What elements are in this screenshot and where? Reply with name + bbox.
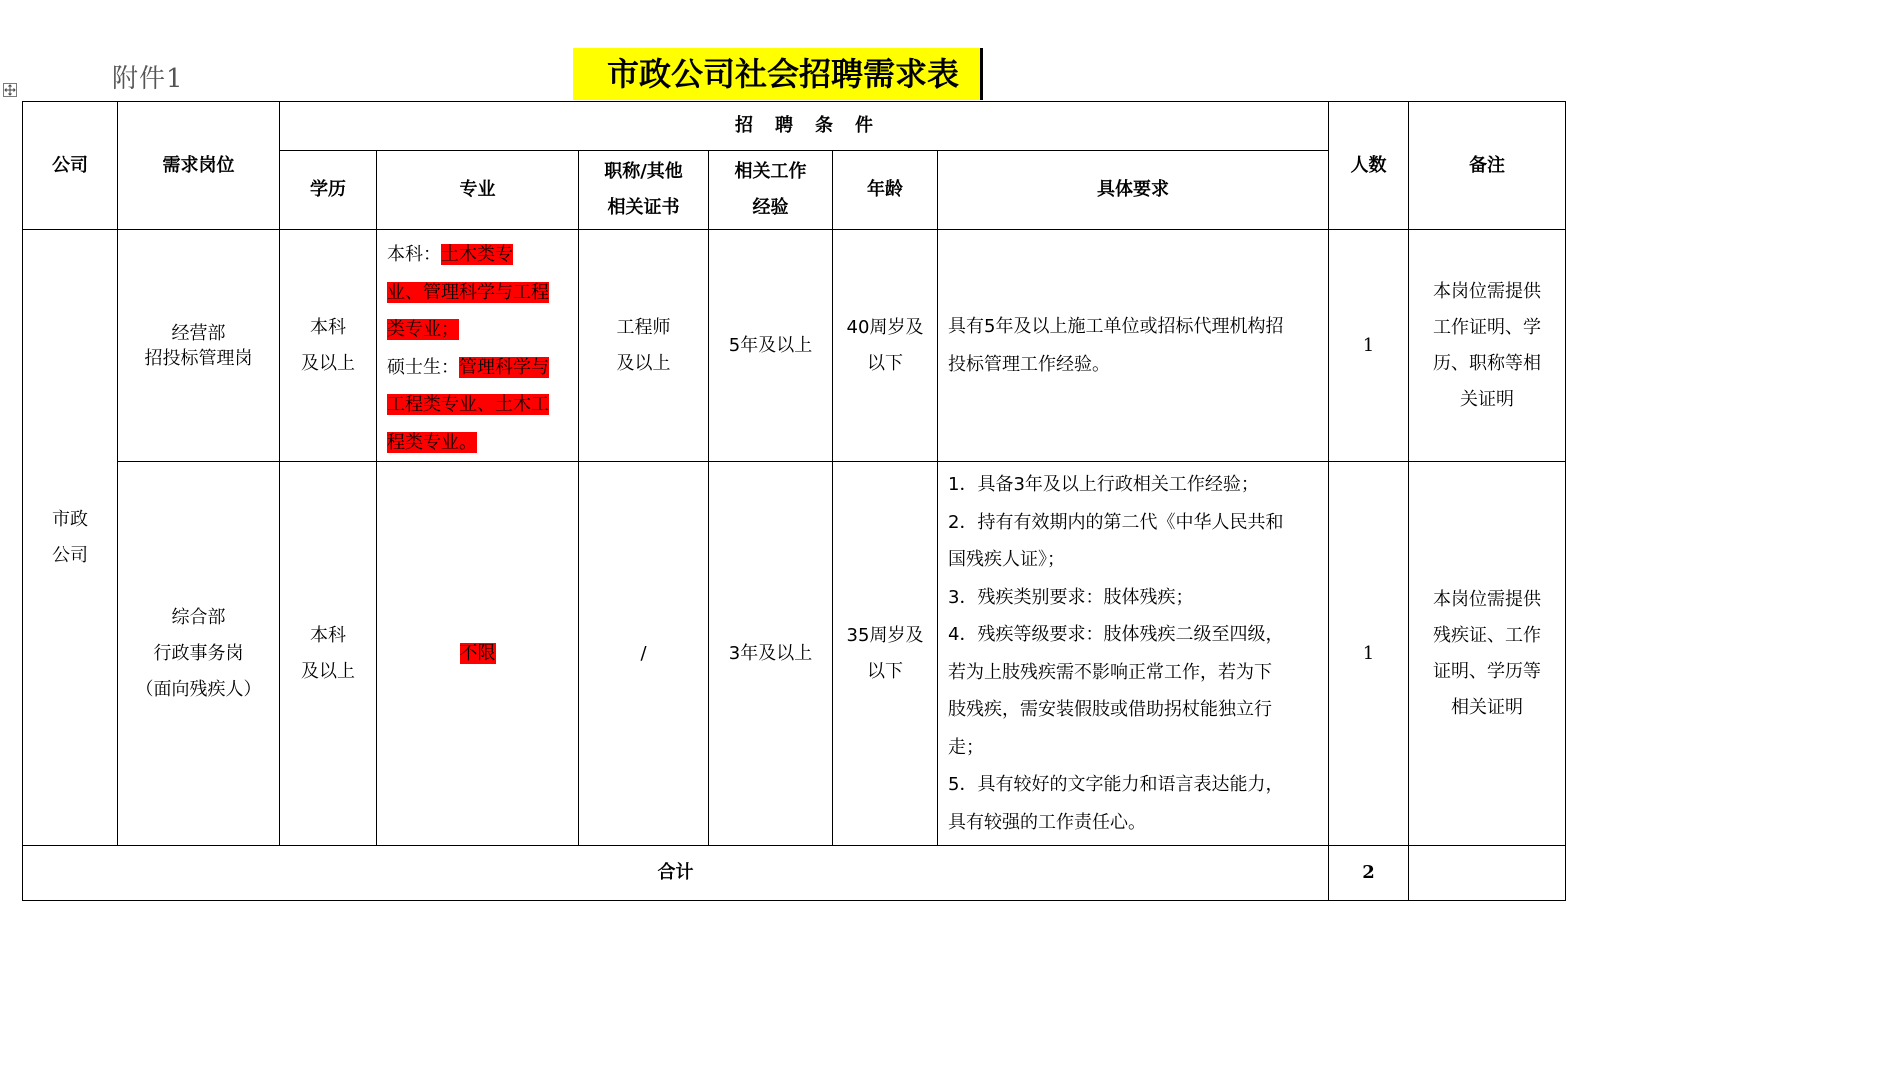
cert-line2: 及以上 xyxy=(616,352,671,374)
total-row xyxy=(23,846,1566,901)
major-highlight: 土木类专 xyxy=(441,244,513,265)
note-line: 残疾证、工作 xyxy=(1433,624,1541,646)
major-highlight: 工程类专业、土木工 xyxy=(387,394,549,415)
education-cell xyxy=(280,230,377,462)
requirements-cell xyxy=(938,462,1329,846)
requirement-line: 具有5年及以上施工单位或招标代理机构招 xyxy=(948,316,1284,337)
age-cell xyxy=(833,462,938,846)
notes-cell xyxy=(1409,230,1566,462)
note-line: 关证明 xyxy=(1460,388,1514,410)
major-highlight: 不限 xyxy=(459,642,496,664)
header-major: 专业 xyxy=(377,151,579,230)
position-cell xyxy=(118,462,280,846)
total-label: 合计 xyxy=(23,846,1329,901)
note-line: 证明、学历等 xyxy=(1433,660,1541,682)
table-move-handle-icon[interactable] xyxy=(3,83,17,97)
table-row xyxy=(23,230,1566,462)
note-line: 历、职称等相 xyxy=(1433,352,1541,374)
education-line2: 及以上 xyxy=(301,660,355,682)
company-name-line2: 公司 xyxy=(52,544,88,566)
requirement-line: 肢残疾，需安装假肢或借助拐杖能独立行 xyxy=(948,699,1272,720)
total-count: 2 xyxy=(1329,846,1409,901)
document-title-text: 市政公司社会招聘需求表 xyxy=(607,55,960,93)
major-highlight: 管理科学与 xyxy=(459,356,549,378)
experience-cell: 5年及以上 xyxy=(709,230,833,462)
header-title-cert-line1: 职称/其他 xyxy=(604,161,683,182)
education-cell xyxy=(280,462,377,846)
age-line1: 40周岁及 xyxy=(846,316,924,338)
count-cell: 1 xyxy=(1329,462,1409,846)
position-cell xyxy=(118,230,280,462)
major-line5 xyxy=(387,386,572,424)
company-cell xyxy=(23,230,118,846)
note-line: 相关证明 xyxy=(1451,696,1523,718)
requirement-line: 1．具备3年及以上行政相关工作经验； xyxy=(948,474,1259,495)
position-line3: （面向残疾人） xyxy=(135,678,262,700)
requirement-line: 3．残疾类别要求：肢体残疾； xyxy=(948,586,1194,608)
major-cell xyxy=(377,462,579,846)
requirement-line: 走； xyxy=(948,736,984,758)
requirement-line: 若为上肢残疾需不影响正常工作，若为下 xyxy=(948,661,1272,683)
major-cell xyxy=(377,230,579,462)
position-line2: 招投标管理岗 xyxy=(144,347,253,369)
major-line1 xyxy=(387,236,572,274)
cert-cell: / xyxy=(579,462,709,846)
major-prefix-master: 硕士生： xyxy=(387,356,459,378)
experience-cell: 3年及以上 xyxy=(709,462,833,846)
note-line: 本岗位需提供 xyxy=(1433,588,1541,610)
major-highlight: 程类专业。 xyxy=(387,431,477,453)
header-company: 公司 xyxy=(23,102,118,230)
age-line1: 35周岁及 xyxy=(846,624,924,646)
header-education: 学历 xyxy=(280,151,377,230)
age-line2: 以下 xyxy=(867,660,903,682)
requirement-line: 投标管理工作经验。 xyxy=(948,353,1110,375)
count-cell: 1 xyxy=(1329,230,1409,462)
age-cell xyxy=(833,230,938,462)
header-conditions: 招聘条件 xyxy=(280,102,1329,151)
notes-cell xyxy=(1409,462,1566,846)
major-highlight: 类专业； xyxy=(387,319,459,340)
recruitment-table xyxy=(22,101,1566,901)
major-highlight: 业、管理科学与工程 xyxy=(387,281,549,303)
requirement-line: 具有较强的工作责任心。 xyxy=(948,811,1146,833)
note-line: 本岗位需提供 xyxy=(1433,280,1541,302)
requirement-line: 4．残疾等级要求：肢体残疾二级至四级， xyxy=(948,624,1284,645)
header-notes: 备注 xyxy=(1409,102,1566,230)
table-row xyxy=(23,462,1566,846)
header-title-cert-line2: 相关证书 xyxy=(607,197,680,218)
requirement-line: 国残疾人证》； xyxy=(948,549,1065,570)
age-line2: 以下 xyxy=(867,352,903,374)
header-experience-line1: 相关工作 xyxy=(734,161,807,182)
cert-line1: 工程师 xyxy=(616,316,671,338)
header-title-cert xyxy=(579,151,709,230)
major-line3 xyxy=(387,311,572,349)
major-prefix-bachelor: 本科： xyxy=(387,244,441,265)
education-line1: 本科 xyxy=(310,316,346,338)
education-line2: 及以上 xyxy=(301,352,355,374)
header-count: 人数 xyxy=(1329,102,1409,230)
position-line1: 综合部 xyxy=(171,606,226,628)
requirements-cell xyxy=(938,230,1329,462)
position-line2: 行政事务岗 xyxy=(153,642,244,664)
header-age: 年龄 xyxy=(833,151,938,230)
requirement-line: 5．具有较好的文字能力和语言表达能力， xyxy=(948,774,1284,795)
header-position: 需求岗位 xyxy=(118,102,280,230)
header-experience xyxy=(709,151,833,230)
education-line1: 本科 xyxy=(310,624,346,646)
header-requirements: 具体要求 xyxy=(938,151,1329,230)
position-line1: 经营部 xyxy=(171,322,226,344)
total-notes-cell xyxy=(1409,846,1566,901)
company-name-line1: 市政 xyxy=(52,508,88,530)
requirement-line: 2．持有有效期内的第二代《中华人民共和 xyxy=(948,511,1284,533)
major-line2 xyxy=(387,274,572,312)
header-experience-line2: 经验 xyxy=(752,197,789,218)
cert-cell xyxy=(579,230,709,462)
note-line: 工作证明、学 xyxy=(1433,316,1541,338)
major-line6 xyxy=(387,424,572,462)
document-title xyxy=(573,48,983,100)
attachment-label: 附件1 xyxy=(112,64,184,94)
major-line4 xyxy=(387,349,572,387)
